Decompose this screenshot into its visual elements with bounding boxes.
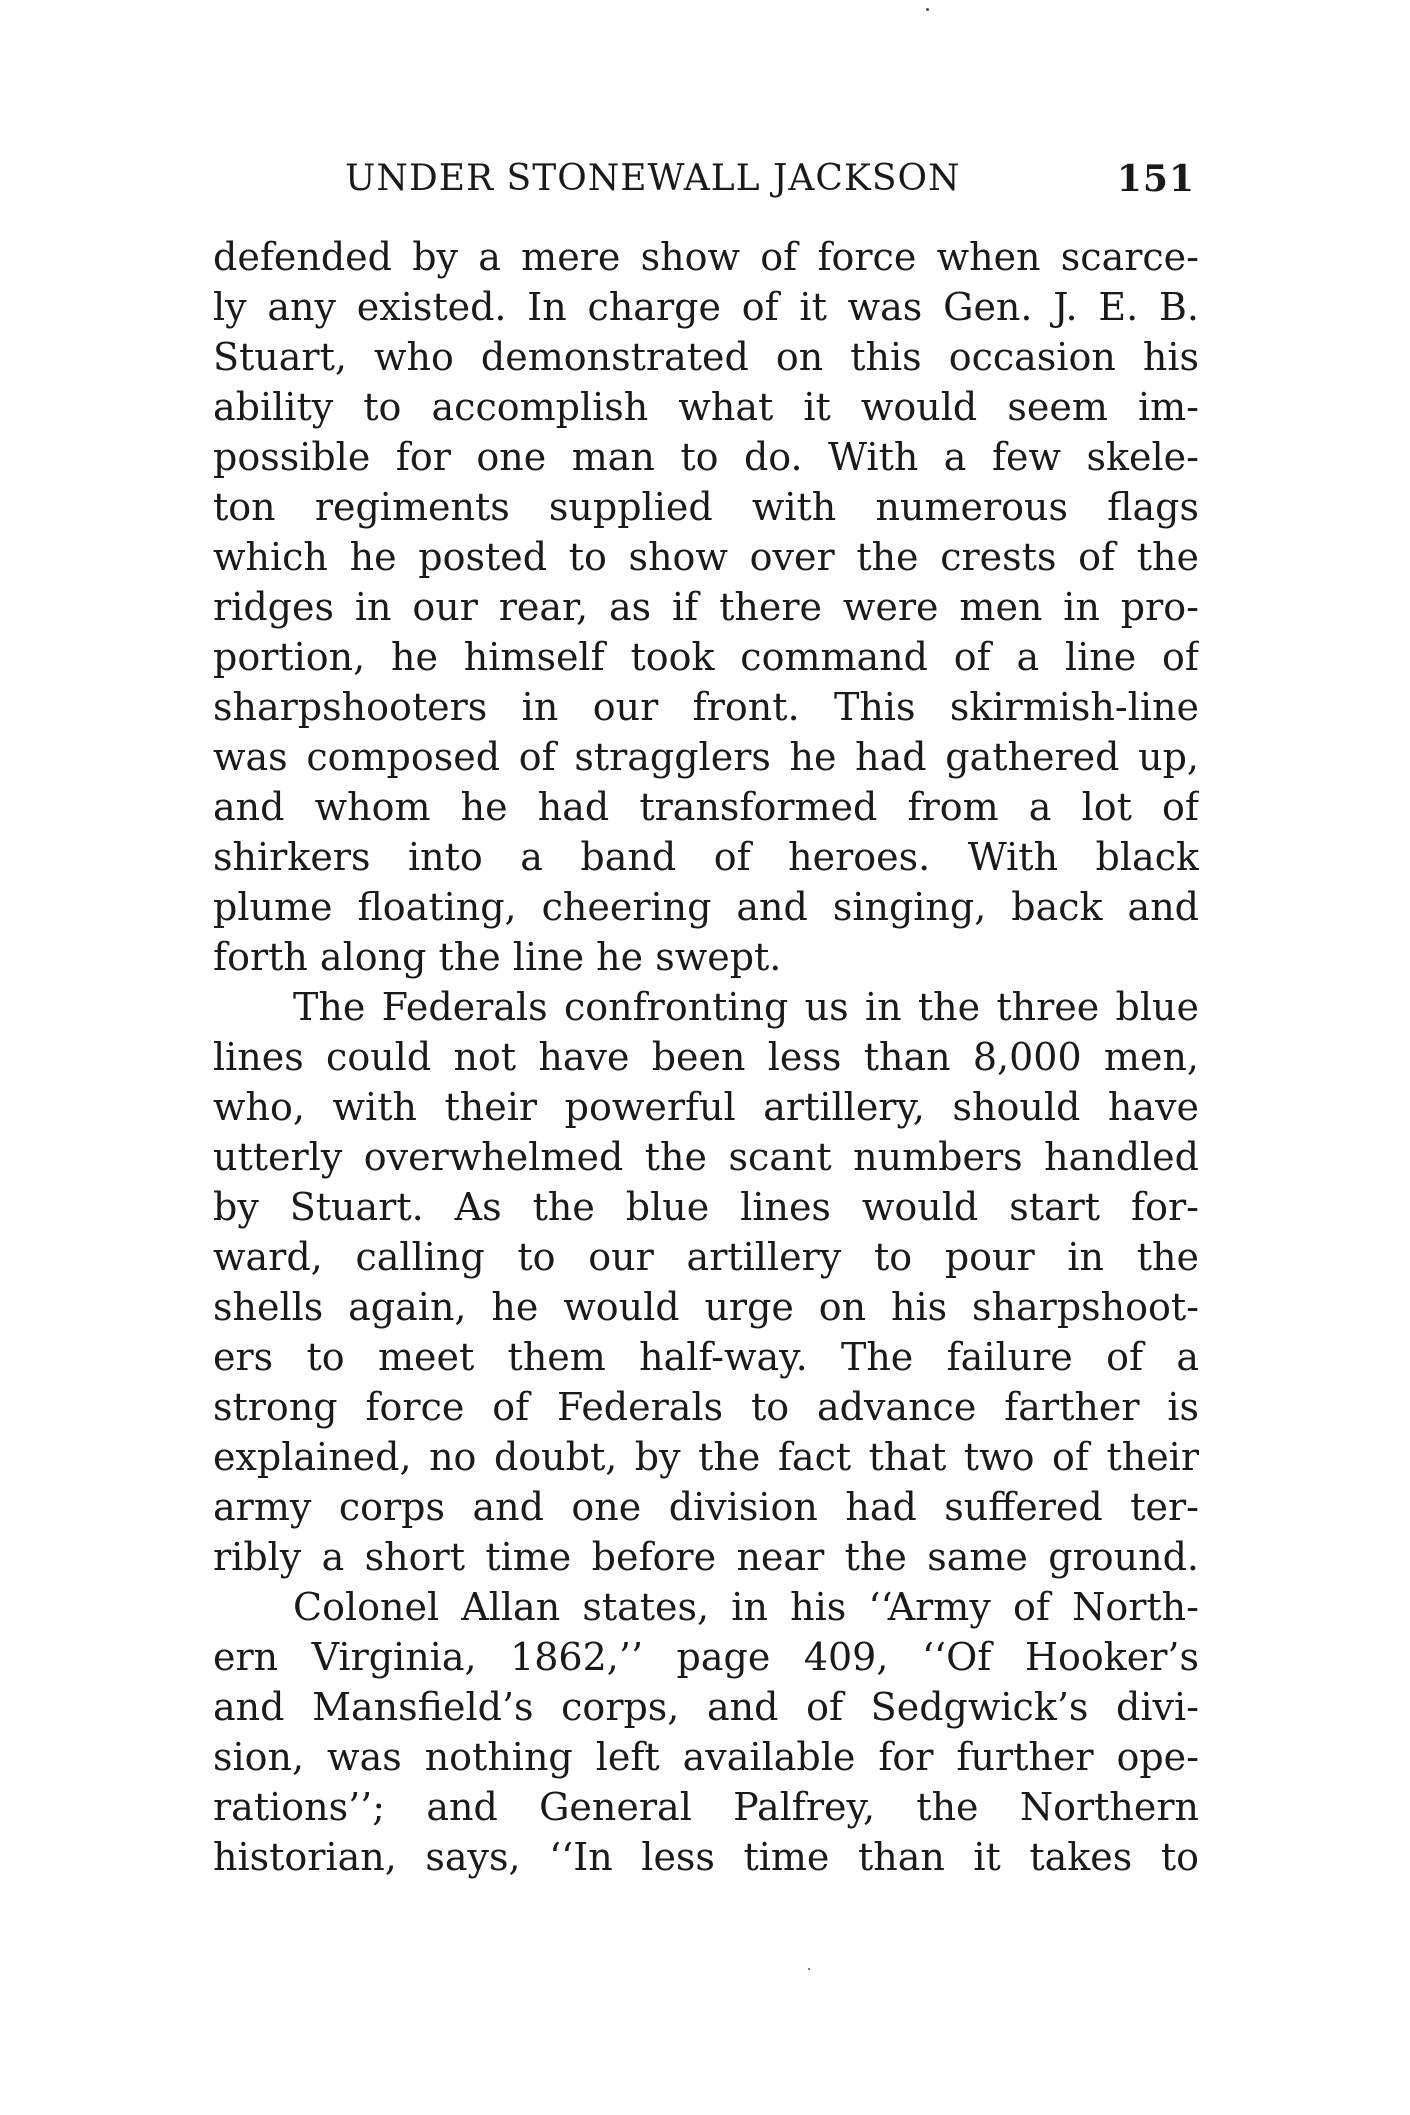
paper-speck	[926, 8, 929, 11]
text-line: which he posted to show over the crests of the	[213, 535, 1199, 579]
text-line: rations’’; and General Palfrey, the Northern	[213, 1785, 1199, 1829]
text-line: ers to meet them half-way. The failure of a	[213, 1335, 1199, 1379]
text-line: sion, was nothing left available for further ope-	[213, 1735, 1199, 1779]
text-line: portion, he himself took command of a line of	[213, 635, 1199, 679]
text-line: by Stuart. As the blue lines would start for-	[213, 1185, 1199, 1229]
text-line: sharpshooters in our front. This skirmish-line	[213, 685, 1199, 729]
paragraph-first-line: Colonel Allan states, in his ‘‘Army of North-	[293, 1585, 1199, 1629]
running-head-title: UNDER STONEWALL JACKSON	[345, 158, 961, 199]
text-line: defended by a mere show of force when scarce-	[213, 235, 1199, 279]
text-line: possible for one man to do. With a few skele-	[213, 435, 1199, 479]
text-line: ward, calling to our artillery to pour in the	[213, 1235, 1199, 1279]
text-line: ern Virginia, 1862,’’ page 409, ‘‘Of Hooker’s	[213, 1635, 1199, 1679]
text-line: historian, says, ‘‘In less time than it takes to	[213, 1835, 1199, 1879]
text-line: who, with their powerful artillery, should have	[213, 1085, 1199, 1129]
text-line: ly any existed. In charge of it was Gen. J. E. B.	[213, 285, 1199, 329]
text-line: plume floating, cheering and singing, back and	[213, 885, 1199, 929]
page-number: 151	[1116, 158, 1195, 200]
text-line: shirkers into a band of heroes. With black	[213, 835, 1199, 879]
text-line: explained, no doubt, by the fact that two of their	[213, 1435, 1199, 1479]
text-line: and whom he had transformed from a lot of	[213, 785, 1199, 829]
text-line: utterly overwhelmed the scant numbers handled	[213, 1135, 1199, 1179]
text-line: lines could not have been less than 8,000 men,	[213, 1035, 1199, 1079]
text-line: strong force of Federals to advance farther is	[213, 1385, 1199, 1429]
running-head	[345, 158, 1195, 208]
text-line: and Mansfield’s corps, and of Sedgwick’s divi-	[213, 1685, 1199, 1729]
text-line: ability to accomplish what it would seem im-	[213, 385, 1199, 429]
text-line: forth along the line he swept.	[213, 935, 782, 979]
text-line: ribly a short time before near the same ground.	[213, 1535, 1199, 1579]
paragraph-first-line: The Federals confronting us in the three blue	[293, 985, 1199, 1029]
text-line: Stuart, who demonstrated on this occasion his	[213, 335, 1199, 379]
text-line: ton regiments supplied with numerous flags	[213, 485, 1199, 529]
paper-speck	[808, 1968, 810, 1970]
text-line: army corps and one division had suffered ter-	[213, 1485, 1199, 1529]
text-line: ridges in our rear, as if there were men in pro-	[213, 585, 1199, 629]
text-line: was composed of stragglers he had gathered up,	[213, 735, 1199, 779]
text-line: shells again, he would urge on his sharpshoot-	[213, 1285, 1199, 1329]
body-text	[213, 232, 1199, 1882]
